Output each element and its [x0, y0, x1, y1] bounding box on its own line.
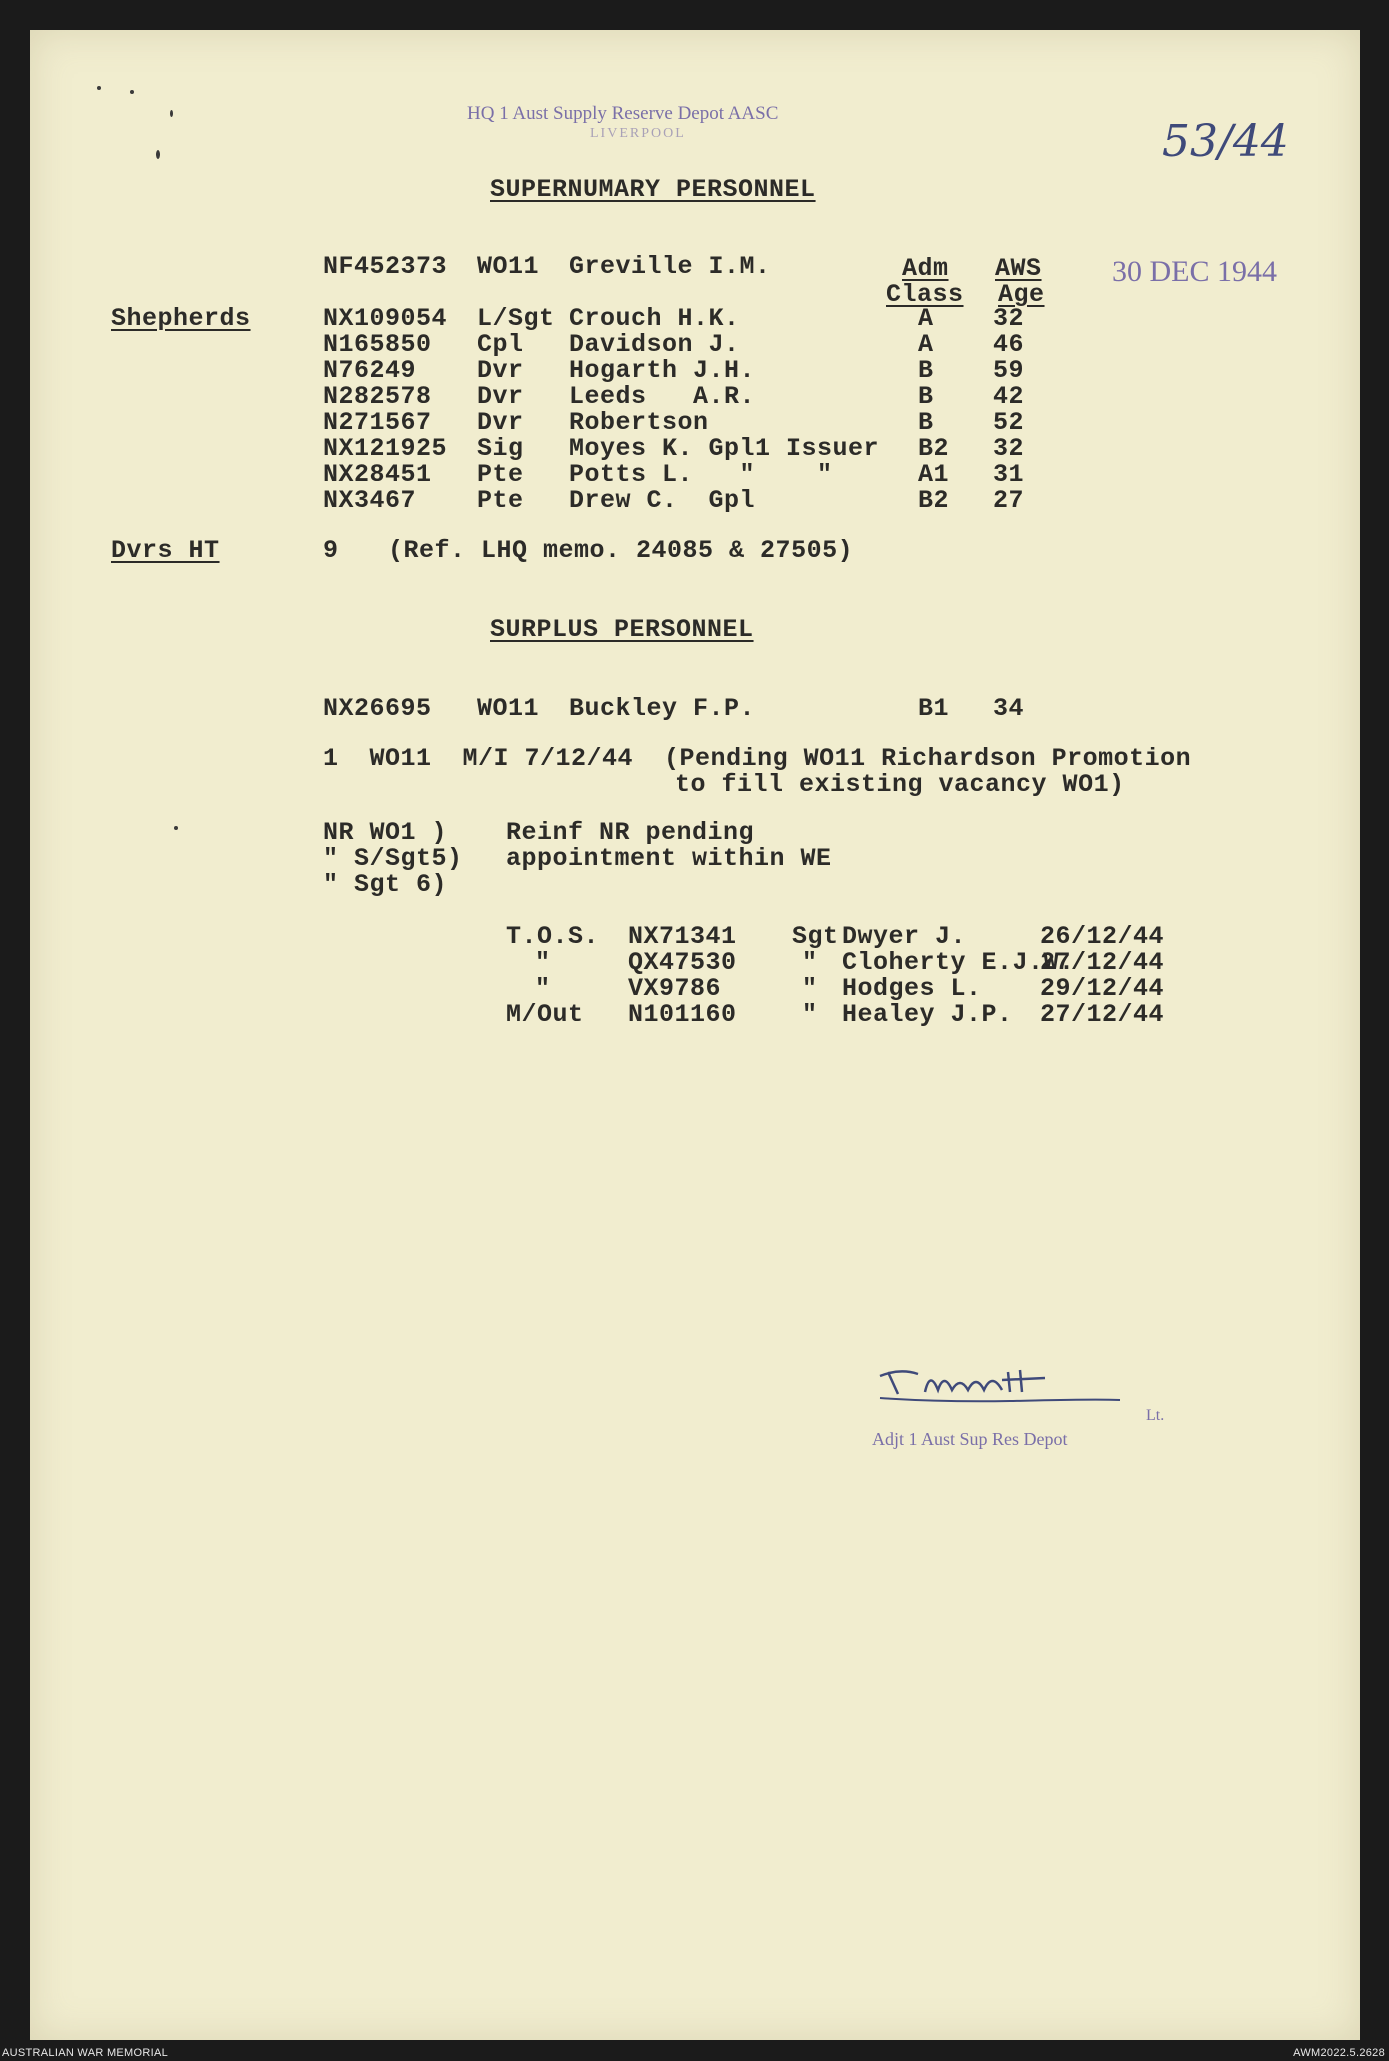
movement-row-number: VX9786: [628, 974, 722, 1003]
surplus-age: 34: [993, 694, 1025, 723]
movement-row-rank: ": [802, 948, 818, 977]
unit-stamp-line1: HQ 1 Aust Supply Reserve Depot AASC: [467, 103, 779, 124]
dvrs-count: 9: [323, 536, 339, 565]
signature-suffix: Lt.: [1146, 1407, 1165, 1424]
paper-speck: [174, 826, 178, 830]
shepherd-row-cls: A: [918, 330, 934, 359]
supernumerary-title: SUPERNUMARY PERSONNEL: [490, 175, 816, 204]
movement-row-number: QX47530: [628, 948, 737, 977]
shepherd-row-age: 32: [993, 434, 1025, 463]
shepherd-row-rank: Sig: [477, 434, 524, 463]
first-row-number: NF452373: [323, 252, 448, 281]
movement-row-date: 27/12/44: [1040, 948, 1165, 977]
nr-line-1: NR WO1 ): [323, 818, 448, 847]
file-reference: 53/44: [1162, 116, 1289, 167]
movement-row-rank: ": [802, 974, 818, 1003]
shepherd-row-name: Moyes K. Gpl1 Issuer: [569, 434, 880, 463]
shepherd-row-rank: L/Sgt: [477, 304, 555, 333]
shepherd-row-name: Potts L. " ": [569, 460, 833, 489]
shepherd-row-number: NX109054: [323, 304, 448, 333]
paper-speck: [170, 110, 173, 117]
shepherd-row-name: Crouch H.K.: [569, 304, 740, 333]
column-header-age: Age: [998, 280, 1045, 309]
shepherd-row-number: NX3467: [323, 486, 417, 515]
shepherd-row-name: Drew C. Gpl: [569, 486, 756, 515]
movement-row-rank: ": [802, 1000, 818, 1029]
movement-row-type: ": [535, 974, 551, 1003]
shepherd-row-cls: B: [918, 382, 934, 411]
shepherd-row-cls: A: [918, 304, 934, 333]
shepherd-row-cls: B2: [918, 486, 950, 515]
shepherd-row-age: 42: [993, 382, 1025, 411]
shepherd-row-number: N165850: [323, 330, 432, 359]
shepherd-row-age: 52: [993, 408, 1025, 437]
movement-row-type: ": [535, 948, 551, 977]
column-header-aws: AWS: [995, 254, 1042, 283]
shepherd-row-age: 46: [993, 330, 1025, 359]
paper-speck: [156, 150, 160, 159]
footer-left: AUSTRALIAN WAR MEMORIAL: [2, 2047, 169, 2059]
movement-row-type: M/Out: [506, 1000, 584, 1029]
shepherd-row-rank: Pte: [477, 460, 524, 489]
shepherd-row-rank: Cpl: [477, 330, 524, 359]
movement-row-rank: Sgt: [792, 922, 839, 951]
shepherd-row-age: 32: [993, 304, 1025, 333]
shepherd-row-age: 31: [993, 460, 1025, 489]
shepherd-row-number: N271567: [323, 408, 432, 437]
surplus-name: Buckley F.P.: [569, 694, 756, 723]
movement-row-name: Cloherty E.J.W.: [842, 948, 1075, 977]
shepherd-row-number: NX121925: [323, 434, 448, 463]
dvrs-label: Dvrs HT: [111, 536, 220, 565]
date-stamp: 30 DEC 1944: [1112, 255, 1277, 288]
dvrs-reference: (Ref. LHQ memo. 24085 & 27505): [388, 536, 854, 565]
shepherd-row-name: Leeds A.R.: [569, 382, 756, 411]
first-row-rank: WO11: [477, 252, 540, 281]
shepherd-row-name: Robertson: [569, 408, 709, 437]
nr-line-3: " Sgt 6): [323, 870, 448, 899]
reinf-line-2: appointment within WE: [506, 844, 832, 873]
shepherd-row-name: Hogarth J.H.: [569, 356, 756, 385]
shepherd-row-cls: B: [918, 356, 934, 385]
shepherd-row-cls: A1: [918, 460, 950, 489]
movement-row-type: T.O.S.: [506, 922, 600, 951]
movement-row-date: 27/12/44: [1040, 1000, 1165, 1029]
nr-line-2: " S/Sgt5): [323, 844, 463, 873]
reinf-line-1: Reinf NR pending: [506, 818, 755, 847]
surplus-number: NX26695: [323, 694, 432, 723]
group-label-shepherds: Shepherds: [111, 304, 251, 333]
movement-row-name: Dwyer J.: [842, 922, 967, 951]
document-page: [30, 30, 1360, 2040]
shepherd-row-age: 27: [993, 486, 1025, 515]
paper-speck: [97, 86, 101, 90]
shepherd-row-number: N76249: [323, 356, 417, 385]
shepherd-row-rank: Dvr: [477, 408, 524, 437]
unit-stamp-line2: LIVERPOOL: [590, 126, 686, 141]
paper-speck: [130, 90, 134, 94]
surplus-class: B1: [918, 694, 950, 723]
surplus-note-line1: 1 WO11 M/I 7/12/44 (Pending WO11 Richardson Promotion: [323, 744, 1192, 773]
surplus-rank: WO11: [477, 694, 540, 723]
movement-row-number: NX71341: [628, 922, 737, 951]
shepherd-row-name: Davidson J.: [569, 330, 740, 359]
shepherd-row-cls: B2: [918, 434, 950, 463]
shepherd-row-rank: Dvr: [477, 382, 524, 411]
surplus-title: SURPLUS PERSONNEL: [490, 615, 754, 644]
footer-right: AWM2022.5.2628: [1293, 2047, 1385, 2059]
movement-row-name: Hodges L.: [842, 974, 982, 1003]
column-header-adm: Adm: [902, 254, 949, 283]
shepherd-row-rank: Dvr: [477, 356, 524, 385]
adjutant-stamp: Adjt 1 Aust Sup Res Depot: [872, 1429, 1068, 1449]
column-header-class: Class: [886, 280, 964, 309]
surplus-note-line2: to fill existing vacancy WO1): [675, 770, 1125, 799]
shepherd-row-cls: B: [918, 408, 934, 437]
movement-row-date: 29/12/44: [1040, 974, 1165, 1003]
movement-row-name: Healey J.P.: [842, 1000, 1013, 1029]
shepherd-row-rank: Pte: [477, 486, 524, 515]
shepherd-row-number: N282578: [323, 382, 432, 411]
shepherd-row-age: 59: [993, 356, 1025, 385]
movement-row-date: 26/12/44: [1040, 922, 1165, 951]
shepherd-row-number: NX28451: [323, 460, 432, 489]
movement-row-number: N101160: [628, 1000, 737, 1029]
first-row-name: Greville I.M.: [569, 252, 771, 281]
